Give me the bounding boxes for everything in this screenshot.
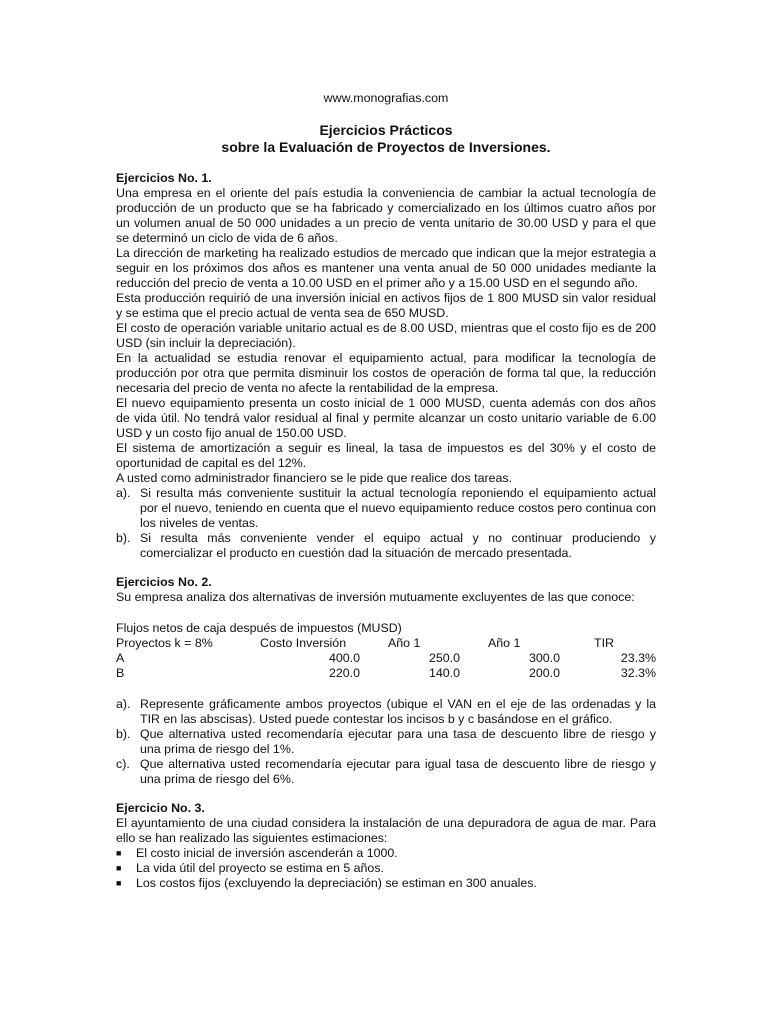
table-header-cell: Año 1 xyxy=(488,636,521,650)
item-text: Que alternativa usted recomendaría ejecutar para igual tasa de descuento libre de riesgo y una prima de riesgo del 6%. xyxy=(140,757,656,786)
estimates-list xyxy=(116,846,656,891)
exercise-1-task xyxy=(116,486,656,531)
table-caption-row xyxy=(116,621,656,636)
table-cell: 220.0 xyxy=(328,666,360,680)
item-text: Que alternativa usted recomendaría ejecutar para una tasa de descuento libre de riesgo y una prima de riesgo del 1%. xyxy=(140,727,656,756)
task-label: a). xyxy=(116,486,131,500)
table-row xyxy=(116,651,656,666)
exercise-2-item xyxy=(116,697,656,727)
document-title xyxy=(116,122,656,156)
table-cell: 250.0 xyxy=(428,651,460,665)
exercise-1-paragraph: En la actualidad se estudia renovar el equipamiento actual, para modificar la tecnología de producción por otra que permita disminuir los costos de operación de forma tal que, la reducción necesaria del precio de venta no afecte la rentabilidad de la empresa. xyxy=(116,351,656,395)
list-item xyxy=(116,846,656,861)
exercise-3-intro: El ayuntamiento de una ciudad considera la instalación de una depuradora de agua de mar. Para ello se han realizado las siguientes estimaciones: xyxy=(116,816,656,845)
item-label: a). xyxy=(116,697,131,711)
table-cell: 300.0 xyxy=(528,651,560,665)
table-cell: 140.0 xyxy=(428,666,460,680)
list-item-text: El costo inicial de inversión ascenderán a 1000. xyxy=(136,846,398,860)
exercise-3-heading: Ejercicio No. 3. xyxy=(116,801,205,815)
exercise-2-heading: Ejercicios No. 2. xyxy=(116,575,212,589)
cash-flow-table xyxy=(116,621,656,681)
table-caption: Flujos netos de caja después de impuestos (MUSD) xyxy=(116,621,402,635)
table-cell: 400.0 xyxy=(328,651,360,665)
exercise-1-heading: Ejercicios No. 1. xyxy=(116,171,212,185)
table-header-row xyxy=(116,636,656,651)
exercise-1-paragraph: A usted como administrador financiero se le pide que realice dos tareas. xyxy=(116,471,513,485)
table-header-cell: Proyectos k = 8% xyxy=(116,636,213,650)
table-header-cell: Año 1 xyxy=(388,636,421,650)
list-item xyxy=(116,876,656,891)
exercise-1-paragraph: Una empresa en el oriente del país estudia la conveniencia de cambiar la actual tecnología de producción de un producto que se ha fabricado y comercializado en los últimos cuatro años por un volumen anual de 50 000 unidades a un precio de venta unitario de 30.00 USD y para el que se determinó un ciclo de vida de 6 años. xyxy=(116,186,656,245)
site-url: www.monografias.com xyxy=(323,91,449,105)
list-item-text: Los costos fijos (excluyendo la depreciación) se estiman en 300 anuales. xyxy=(136,876,537,890)
item-label: b). xyxy=(116,727,131,741)
table-header-cell: TIR xyxy=(594,636,614,650)
list-item xyxy=(116,861,656,876)
exercise-3 xyxy=(116,801,656,891)
exercise-1-paragraph: El sistema de amortización a seguir es lineal, la tasa de impuestos es del 30% y el costo de oportunidad de capital es del 12%. xyxy=(116,441,656,470)
square-bullet-icon: ■ xyxy=(116,863,122,873)
exercise-1-task xyxy=(116,531,656,561)
exercise-2-intro: Su empresa analiza dos alternativas de inversión mutuamente excluyentes de las que conoce: xyxy=(116,590,635,604)
square-bullet-icon: ■ xyxy=(116,878,122,888)
exercise-1-paragraph: Esta producción requirió de una inversión inicial en activos fijos de 1 800 MUSD sin valor residual y se estima que el precio actual de venta sea de 650 MUSD. xyxy=(116,291,656,320)
title-line-2: sobre la Evaluación de Proyectos de Inversiones. xyxy=(221,139,551,155)
title-line-1: Ejercicios Prácticos xyxy=(319,122,453,138)
exercise-2-item xyxy=(116,727,656,757)
table-cell: 32.3% xyxy=(620,666,656,680)
task-text: Si resulta más conveniente vender el equipo actual y no continuar produciendo y comercializar el producto en cuestión dad la situación de mercado presentada. xyxy=(140,531,656,560)
exercise-1-paragraph: El nuevo equipamiento presenta un costo inicial de 1 000 MUSD, cuenta además con dos años de vida útil. No tendrá valor residual al final y permite alcanzar un costo unitario variable de 6.00 USD y un costo fijo anual de 150.00 USD. xyxy=(116,396,656,440)
exercise-1-paragraph: El costo de operación variable unitario actual es de 8.00 USD, mientras que el costo fijo es de 200 USD (sin incluir la depreciación). xyxy=(116,321,656,350)
item-label: c). xyxy=(116,757,130,771)
list-item-text: La vida útil del proyecto se estima en 5 años. xyxy=(136,861,384,875)
table-cell: A xyxy=(116,651,125,665)
exercise-1 xyxy=(116,171,656,561)
exercise-1-paragraph: La dirección de marketing ha realizado estudios de mercado que indican que la mejor estrategia a seguir en los próximos dos años es mantener una venta anual de 50 000 unidades mediante la reducción del precio de venta a 10.00 USD en el primer año y a 15.00 USD en el segundo año. xyxy=(116,246,656,290)
table-cell: 23.3% xyxy=(620,651,656,665)
exercise-2-item xyxy=(116,757,656,787)
task-text: Si resulta más conveniente sustituir la actual tecnología reponiendo el equipamiento actual por el nuevo, teniendo en cuenta que el nuevo equipamiento reduce costos pero continua con los niveles de ventas. xyxy=(140,486,656,530)
table-header-cell: Costo Inversión xyxy=(260,636,347,650)
table-cell: 200.0 xyxy=(528,666,560,680)
task-label: b). xyxy=(116,531,131,545)
square-bullet-icon: ■ xyxy=(116,848,122,858)
table-cell: B xyxy=(116,666,125,680)
exercise-2 xyxy=(116,575,656,787)
table-row xyxy=(116,666,656,681)
item-text: Represente gráficamente ambos proyectos (ubique el VAN en el eje de las ordenadas y la TIR en las abscisas). Usted puede contestar los incisos b y c basándose en el gráfico. xyxy=(140,697,656,726)
